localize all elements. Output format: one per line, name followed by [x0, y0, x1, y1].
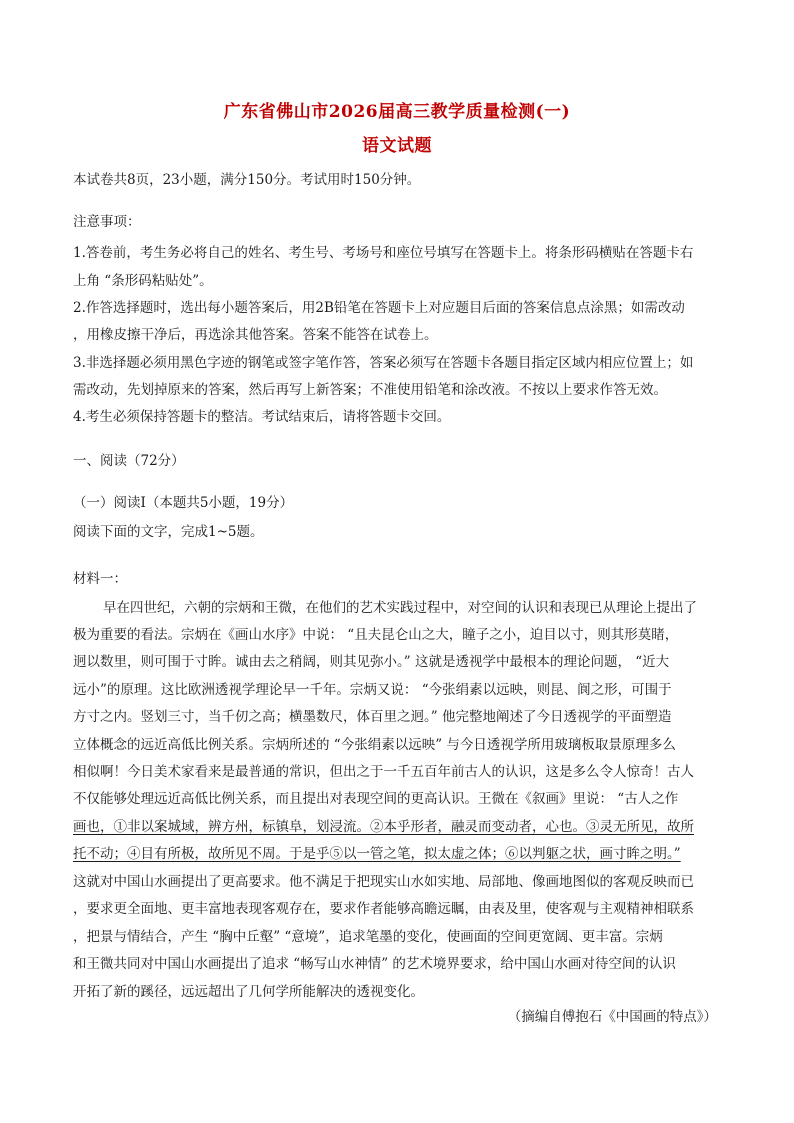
exam-subtitle: 语文试题	[362, 136, 432, 156]
notice-heading: 注意事项：	[73, 214, 141, 230]
notice-line: ，用橡皮擦干净后，再选涂其他答案。答案不能答在试卷上。	[73, 327, 438, 343]
notice-line: 3.非选择题必须用黑色字迹的钢笔或签字笔作答，答案必须写在答题卡各题目指定区域内相应位置上；如	[73, 355, 694, 371]
passage-line: 立体概念的远近高低比例关系。宗炳所述的 “今张绢素以远映” 与今日透视学所用玻璃板取景原理多么	[73, 737, 676, 753]
section-heading: 一、阅读（72分）	[73, 453, 185, 469]
passage-line: 迥以数里，则可围于寸眸。诚由去之稍阔，则其见弥小。” 这就是透视学中最根本的理论问题， “近大	[73, 654, 670, 670]
passage-line: ，要求更全面地、更丰富地表现客观存在，要求作者能够高瞻远瞩，由表及里，使客观与主观精神相联系	[73, 901, 694, 917]
passage-source: （摘编自傅抱石《中国画的特点》）	[507, 1009, 717, 1025]
notice-line: 1.答卷前，考生务必将自己的姓名、考生号、考场号和座位号填写在答题卡上。将条形码横贴在答题卡右	[73, 245, 694, 261]
passage-line: 相似啊！今日美术家看来是最普通的常识，但出之于一千五百年前古人的认识，这是多么令人惊奇！古人	[73, 764, 694, 780]
exam-intro: 本试卷共8页，23小题，满分150分。考试用时150分钟。	[73, 172, 421, 188]
material-label: 材料一：	[73, 571, 127, 587]
notice-line: 2.作答选择题时，选出每小题答案后，用2B铅笔在答题卡上对应题目后面的答案信息点涂黑；如需改动	[73, 300, 685, 316]
passage-line: 远小”的原理。这比欧洲透视学理论早一千年。宗炳又说： “今张绢素以远映，则昆、阆之形，可围于	[73, 682, 672, 698]
passage-line: 早在四世纪，六朝的宗炳和王微，在他们的艺术实践过程中，对空间的认识和表现已从理论上提出了	[103, 600, 697, 616]
passage-line-underlined: 画也，①非以案城域，辨方州，标镇阜，划浸流。②本乎形者，融灵而变动者，心也。③灵无所见，故所	[73, 819, 694, 835]
notice-line: 需改动，先划掉原来的答案，然后再写上新答案；不准使用铅笔和涂改液。不按以上要求作答无效。	[73, 382, 667, 398]
passage-line: ，把景与情结合，产生 “胸中丘壑” “意境”，追求笔墨的变化，使画面的空间更宽阔、更丰富。宗炳	[73, 929, 663, 945]
exam-title: 广东省佛山市2026届高三教学质量检测(一)	[223, 102, 571, 122]
passage-line: 不仅能够处理远近高低比例关系，而且提出对表现空间的更高认识。王微在《叙画》里说： “古人之作	[73, 791, 679, 807]
notice-line: 4.考生必须保持答题卡的整洁。考试结束后，请将答题卡交回。	[73, 409, 451, 425]
passage-line: 方寸之内。竖划三寸，当千仞之高；横墨数尺，体百里之迥。” 他完整地阐述了今日透视学的平面塑造	[73, 709, 672, 725]
passage-line-underlined: 托不动；④目有所极，故所见不周。于是乎⑤以一管之笔，拟太虚之体；⑥以判躯之状，画寸眸之明。”	[73, 846, 681, 862]
passage-line: 和王微共同对中国山水画提出了追求 “畅写山水神情” 的艺术境界要求，给中国山水画对待空间的认识	[73, 956, 676, 972]
passage-line: 这就对中国山水画提出了更高要求。他不满足于把现实山水如实地、局部地、像画地图似的客观反映而已	[73, 874, 694, 890]
passage-line: 极为重要的看法。宗炳在《画山水序》中说： “且夫昆仑山之大，瞳子之小，迫目以寸，则其形莫睹，	[73, 627, 679, 643]
reading-instruction: 阅读下面的文字，完成1~5题。	[73, 524, 264, 540]
sub-section-heading: （一）阅读Ⅰ（本题共5小题，19分）	[73, 495, 294, 511]
passage-line: 开拓了新的蹊径，远远超出了几何学所能解决的透视变化。	[73, 984, 424, 1000]
notice-line: 上角 “条形码粘贴处”。	[73, 273, 213, 289]
